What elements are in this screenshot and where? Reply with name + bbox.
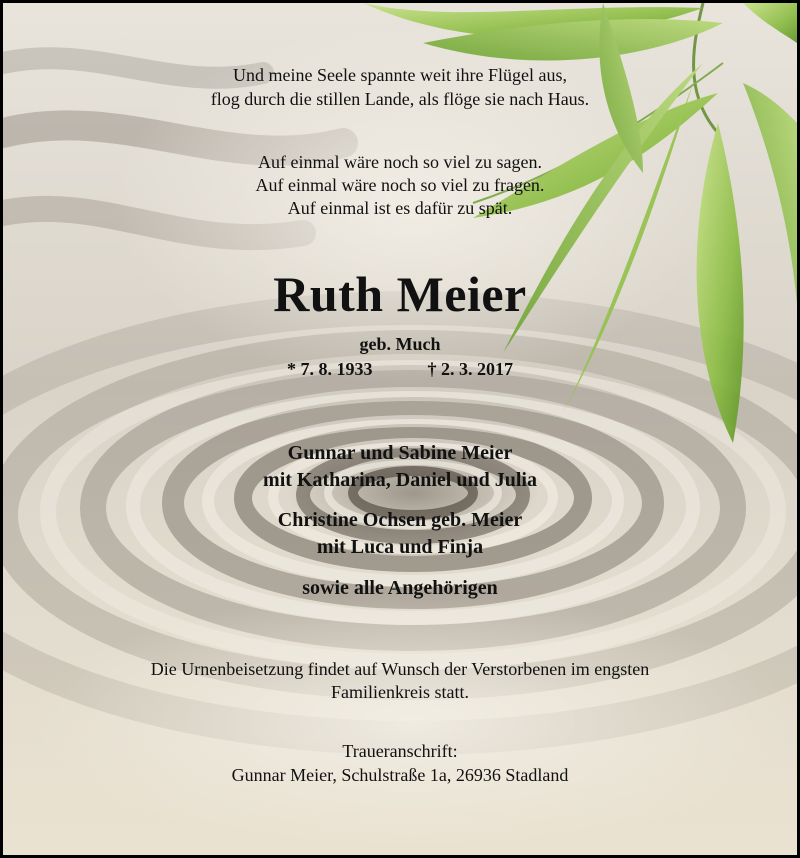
deceased-name: Ruth Meier [273, 266, 527, 322]
burial-note: Die Urnenbeisetzung findet auf Wunsch der Verstorbenen im engsten [150, 659, 650, 679]
burial-note: Familienkreis statt. [331, 682, 469, 702]
poem-line: Und meine Seele spannte weit ihre Flügel aus, [233, 65, 567, 85]
poem-line: Auf einmal ist es dafür zu spät. [287, 198, 513, 218]
life-dates [3, 359, 797, 380]
notice-text [3, 3, 797, 855]
address-line: Gunnar Meier, Schulstraße 1a, 26936 Stadland [231, 765, 569, 785]
mourner-line: Gunnar und Sabine Meier [287, 442, 513, 464]
mourner-line: mit Katharina, Daniel und Julia [263, 469, 537, 491]
poem-line: Auf einmal wäre noch so viel zu sagen. [258, 152, 542, 172]
birth-name: geb. Much [359, 334, 441, 354]
poem-line: flog durch die stillen Lande, als flöge sie nach Haus. [210, 89, 590, 109]
poem-line: Auf einmal wäre noch so viel zu fragen. [255, 175, 545, 195]
mourner-line: sowie alle Angehörigen [302, 577, 498, 599]
address-label: Traueranschrift: [342, 741, 458, 761]
birth-date: * 7. 8. 1933 [287, 359, 373, 379]
mourner-line: mit Luca und Finja [316, 536, 484, 558]
death-date: † 2. 3. 2017 [427, 359, 513, 379]
mourner-line: Christine Ochsen geb. Meier [277, 509, 523, 531]
